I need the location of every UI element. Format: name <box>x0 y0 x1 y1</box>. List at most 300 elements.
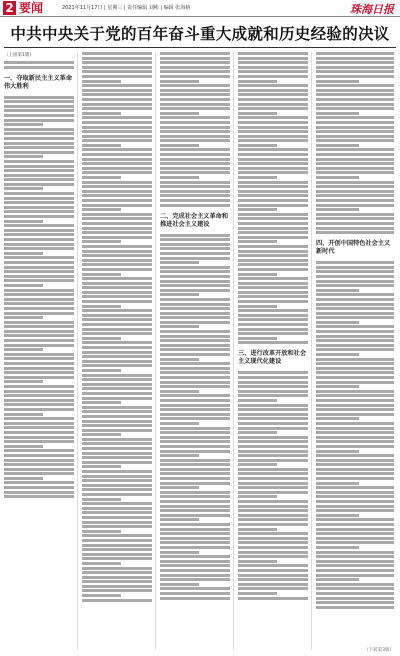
text-line <box>4 431 74 434</box>
text-line <box>316 194 394 197</box>
text-line <box>316 551 394 554</box>
text-line <box>316 144 359 147</box>
text-line <box>316 532 394 535</box>
text-line <box>82 521 152 524</box>
text-line <box>160 121 230 124</box>
text-line <box>160 247 230 250</box>
text-line <box>316 52 394 55</box>
text-line <box>316 514 359 517</box>
text-line <box>238 592 277 595</box>
text-line <box>238 422 308 425</box>
text-line <box>238 436 308 439</box>
text-line <box>316 376 394 379</box>
text-line <box>82 562 121 565</box>
text-line <box>82 181 152 184</box>
text-line <box>238 394 308 397</box>
text-line <box>160 84 230 87</box>
text-line <box>238 305 277 308</box>
text-line <box>4 252 43 255</box>
text-line <box>82 227 152 230</box>
text-line <box>4 178 74 181</box>
text-line <box>4 445 43 448</box>
text-line <box>238 162 308 165</box>
text-line <box>238 390 308 393</box>
text-line <box>4 224 74 227</box>
text-line <box>160 427 230 430</box>
text-line <box>160 574 230 577</box>
text-line <box>160 500 230 503</box>
text-line <box>82 286 152 289</box>
text-line <box>316 208 359 211</box>
text-line <box>238 385 308 388</box>
text-line <box>4 114 74 117</box>
text-line <box>160 266 230 269</box>
text-line <box>238 371 308 374</box>
text-line <box>238 337 277 340</box>
text-line <box>316 505 394 508</box>
text-line <box>4 491 74 494</box>
text-line <box>316 450 359 453</box>
text-line <box>316 390 394 393</box>
text-line <box>316 427 394 430</box>
text-line <box>160 587 230 590</box>
text-line <box>160 185 230 188</box>
text-line <box>4 105 74 108</box>
text-line <box>238 482 308 485</box>
text-line <box>238 213 308 216</box>
text-line <box>238 194 308 197</box>
text-line <box>238 236 308 239</box>
text-line <box>238 459 308 462</box>
text-line <box>316 385 359 388</box>
text-line <box>238 93 308 96</box>
text-line <box>4 477 43 480</box>
text-line <box>4 256 74 259</box>
text-line <box>238 376 308 379</box>
text-line <box>238 116 308 119</box>
text-line <box>4 454 74 457</box>
text-line <box>160 518 199 521</box>
section-heading-2: 二、完成社会主义革命和推进社会主义建设 <box>160 212 229 228</box>
text-line <box>160 376 230 379</box>
text-line <box>238 427 308 430</box>
text-line <box>316 555 394 558</box>
text-line <box>238 273 277 276</box>
text-line <box>316 148 394 151</box>
text-line <box>4 486 74 489</box>
text-line <box>160 413 230 416</box>
text-line <box>4 408 74 411</box>
text-line <box>238 463 277 466</box>
text-line <box>238 185 308 188</box>
text-line <box>316 495 394 498</box>
text-line <box>238 231 308 234</box>
text-line <box>160 541 230 544</box>
text-line <box>238 597 308 600</box>
text-line <box>82 484 152 487</box>
text-line <box>82 171 152 174</box>
text-line <box>4 146 74 149</box>
text-line <box>316 70 394 73</box>
text-line <box>4 192 74 195</box>
text-line <box>238 417 308 420</box>
text-line <box>82 273 121 276</box>
text-line <box>82 213 152 216</box>
text-line <box>316 408 394 411</box>
text-line <box>238 477 308 480</box>
text-line <box>316 482 359 485</box>
text-line <box>238 431 277 434</box>
text-line <box>316 468 394 471</box>
text-line <box>4 436 74 439</box>
text-line <box>316 413 394 416</box>
text-line <box>82 470 152 473</box>
text-line <box>160 52 230 55</box>
text-line <box>316 491 394 494</box>
text-line <box>160 564 230 567</box>
text-line <box>160 486 199 489</box>
text-line <box>160 468 230 471</box>
text-line <box>82 144 121 147</box>
text-line <box>316 231 394 234</box>
text-line <box>160 98 230 101</box>
text-line <box>238 505 308 508</box>
text-line <box>4 187 43 190</box>
text-line <box>238 277 308 280</box>
text-line <box>160 307 230 310</box>
text-line <box>238 80 277 83</box>
text-line <box>82 199 152 202</box>
text-line <box>238 75 308 78</box>
text-line <box>160 555 230 558</box>
text-line <box>160 293 199 296</box>
text-line <box>160 385 230 388</box>
text-line <box>82 254 152 257</box>
text-line <box>160 477 230 480</box>
text-line <box>82 332 152 335</box>
text-line <box>238 139 308 142</box>
text-line <box>4 325 74 328</box>
text-line <box>4 96 74 99</box>
text-line <box>160 135 230 138</box>
text-line <box>238 341 308 344</box>
text-line <box>160 417 230 420</box>
text-line <box>82 130 152 133</box>
text-line <box>316 121 394 124</box>
text-line <box>82 240 121 243</box>
text-line <box>82 452 152 455</box>
text-line <box>160 275 230 278</box>
text-line <box>82 259 152 262</box>
text-line <box>160 505 230 508</box>
text-line <box>238 103 308 106</box>
text-line <box>316 261 394 264</box>
text-line <box>160 280 230 283</box>
text-line <box>82 553 152 556</box>
text-line <box>82 488 152 491</box>
text-line <box>160 312 230 315</box>
text-line <box>238 555 308 558</box>
text-line <box>238 332 308 335</box>
text-line <box>238 254 308 257</box>
text-line <box>238 583 308 586</box>
text-line <box>316 587 394 590</box>
text-line <box>316 417 359 420</box>
text-line <box>160 238 230 241</box>
column-divider <box>77 52 78 650</box>
text-line <box>4 357 74 360</box>
text-line <box>238 222 308 225</box>
text-line <box>4 481 74 484</box>
text-line <box>316 459 394 462</box>
text-line <box>160 431 230 434</box>
text-line <box>316 213 394 216</box>
text-line <box>82 328 152 331</box>
text-line <box>238 126 308 129</box>
text-line <box>82 534 152 537</box>
text-line <box>82 80 121 83</box>
text-line <box>82 282 152 285</box>
text-line <box>238 135 308 138</box>
text-line <box>160 321 230 324</box>
text-line <box>4 132 74 135</box>
text-line <box>82 84 152 87</box>
text-line <box>4 449 74 452</box>
text-line <box>316 528 394 531</box>
text-line <box>316 107 394 110</box>
text-line <box>316 167 394 170</box>
text-line <box>316 222 394 225</box>
text-line <box>82 589 152 592</box>
text-line <box>238 564 308 567</box>
text-line <box>82 61 152 64</box>
text-line <box>82 121 152 124</box>
page-header <box>0 0 400 17</box>
text-line <box>4 334 74 337</box>
text-line <box>238 300 308 303</box>
text-line <box>82 401 121 404</box>
text-line <box>238 171 308 174</box>
text-line <box>316 227 394 230</box>
text-line <box>160 107 230 110</box>
text-line <box>238 323 308 326</box>
text-line <box>316 298 394 301</box>
text-line <box>160 126 230 129</box>
text-line <box>238 532 308 535</box>
text-line <box>316 126 394 129</box>
text-line <box>82 337 121 340</box>
text-line <box>4 247 74 250</box>
text-line <box>82 516 152 519</box>
text-line <box>238 523 308 526</box>
text-line <box>82 148 152 151</box>
text-line <box>238 268 308 271</box>
text-line <box>238 61 308 64</box>
text-line <box>316 66 394 69</box>
text-line <box>160 199 230 202</box>
text-line <box>316 597 394 600</box>
text-line <box>238 112 277 115</box>
text-line <box>82 498 121 501</box>
text-line <box>4 174 74 177</box>
text-line <box>238 263 308 266</box>
text-line <box>82 167 152 170</box>
text-line <box>82 126 152 129</box>
text-line <box>316 80 359 83</box>
text-line <box>160 303 230 306</box>
text-line <box>82 268 152 271</box>
text-line <box>4 183 74 186</box>
section-heading-4: 四、开创中国特色社会主义新时代 <box>316 240 391 256</box>
text-line <box>238 454 308 457</box>
text-line <box>4 151 74 154</box>
text-line <box>238 486 308 489</box>
text-line <box>316 61 394 64</box>
text-line <box>316 477 394 480</box>
text-line <box>316 445 394 448</box>
text-line <box>238 468 308 471</box>
text-line <box>82 530 121 533</box>
text-line <box>160 325 199 328</box>
text-line <box>82 360 152 363</box>
text-line <box>316 523 394 526</box>
text-line <box>82 580 152 583</box>
text-line <box>238 52 308 55</box>
text-line <box>316 344 394 347</box>
text-line <box>4 197 74 200</box>
text-line <box>160 408 230 411</box>
text-line <box>238 245 308 248</box>
text-line <box>238 518 308 521</box>
text-line <box>238 70 308 73</box>
text-line <box>316 353 359 356</box>
text-line <box>82 300 152 303</box>
text-line <box>316 362 394 365</box>
text-line <box>238 514 308 517</box>
text-line <box>316 284 394 287</box>
text-line <box>4 61 74 64</box>
text-line <box>82 194 152 197</box>
text-line <box>160 204 230 207</box>
text-line <box>4 289 74 292</box>
text-line <box>238 130 308 133</box>
text-line <box>160 546 230 549</box>
text-line <box>160 537 230 540</box>
section-heading-1: 一、夺取新民主主义革命伟大胜利 <box>4 74 73 90</box>
page-number: 2 <box>3 1 16 15</box>
text-line <box>4 371 74 374</box>
text-line <box>82 507 152 510</box>
text-line <box>238 107 308 110</box>
text-line <box>82 208 121 211</box>
text-line <box>160 344 230 347</box>
text-line <box>238 291 308 294</box>
text-line <box>238 217 308 220</box>
text-line <box>316 135 394 138</box>
text-line <box>82 585 152 588</box>
text-line <box>238 176 277 179</box>
text-line <box>82 429 152 432</box>
text-line <box>238 309 308 312</box>
text-line <box>82 204 152 207</box>
text-line <box>160 190 230 193</box>
text-line <box>316 312 394 315</box>
text-line <box>82 424 152 427</box>
text-line <box>316 500 394 503</box>
text-line <box>160 176 199 179</box>
text-line <box>160 528 230 531</box>
text-line <box>238 66 308 69</box>
text-line <box>316 330 394 333</box>
text-line <box>82 245 152 248</box>
text-line <box>238 181 308 184</box>
text-line <box>82 539 152 542</box>
text-line <box>4 472 74 475</box>
text-line <box>4 119 74 122</box>
text-line <box>160 261 199 264</box>
text-line <box>238 204 308 207</box>
text-line <box>238 408 308 411</box>
text-line <box>316 601 394 604</box>
text-line <box>160 57 230 60</box>
article-column-5 <box>316 52 394 650</box>
text-line <box>82 318 152 321</box>
text-line <box>160 194 230 197</box>
text-line <box>82 406 152 409</box>
text-line <box>160 436 230 439</box>
text-line <box>316 431 394 434</box>
text-line <box>4 128 74 131</box>
text-line <box>82 98 152 101</box>
text-line <box>316 130 394 133</box>
text-line <box>82 190 152 193</box>
text-line <box>160 597 230 600</box>
text-line <box>316 569 394 572</box>
text-line <box>4 66 74 69</box>
text-line <box>316 321 359 324</box>
text-line <box>238 491 308 494</box>
text-line <box>82 305 121 308</box>
text-line <box>82 295 152 298</box>
text-line <box>316 325 394 328</box>
text-line <box>160 70 230 73</box>
text-line <box>238 84 308 87</box>
text-line <box>316 358 394 361</box>
text-line <box>160 381 230 384</box>
text-line <box>4 344 74 347</box>
text-line <box>4 390 74 393</box>
text-line <box>160 89 230 92</box>
text-line <box>4 362 74 365</box>
text-line <box>82 107 152 110</box>
text-line <box>238 167 308 170</box>
text-line <box>82 52 152 55</box>
text-line <box>4 155 43 158</box>
text-line <box>82 364 152 367</box>
text-line <box>316 275 394 278</box>
text-line <box>4 403 74 406</box>
text-line <box>160 330 230 333</box>
continued-footer: （下转第3版） <box>364 648 394 653</box>
text-line <box>316 98 394 101</box>
text-line <box>4 169 74 172</box>
text-line <box>82 456 152 459</box>
text-line <box>160 482 230 485</box>
text-line <box>316 486 394 489</box>
text-line <box>316 266 394 269</box>
text-line <box>238 250 308 253</box>
text-line <box>316 574 394 577</box>
